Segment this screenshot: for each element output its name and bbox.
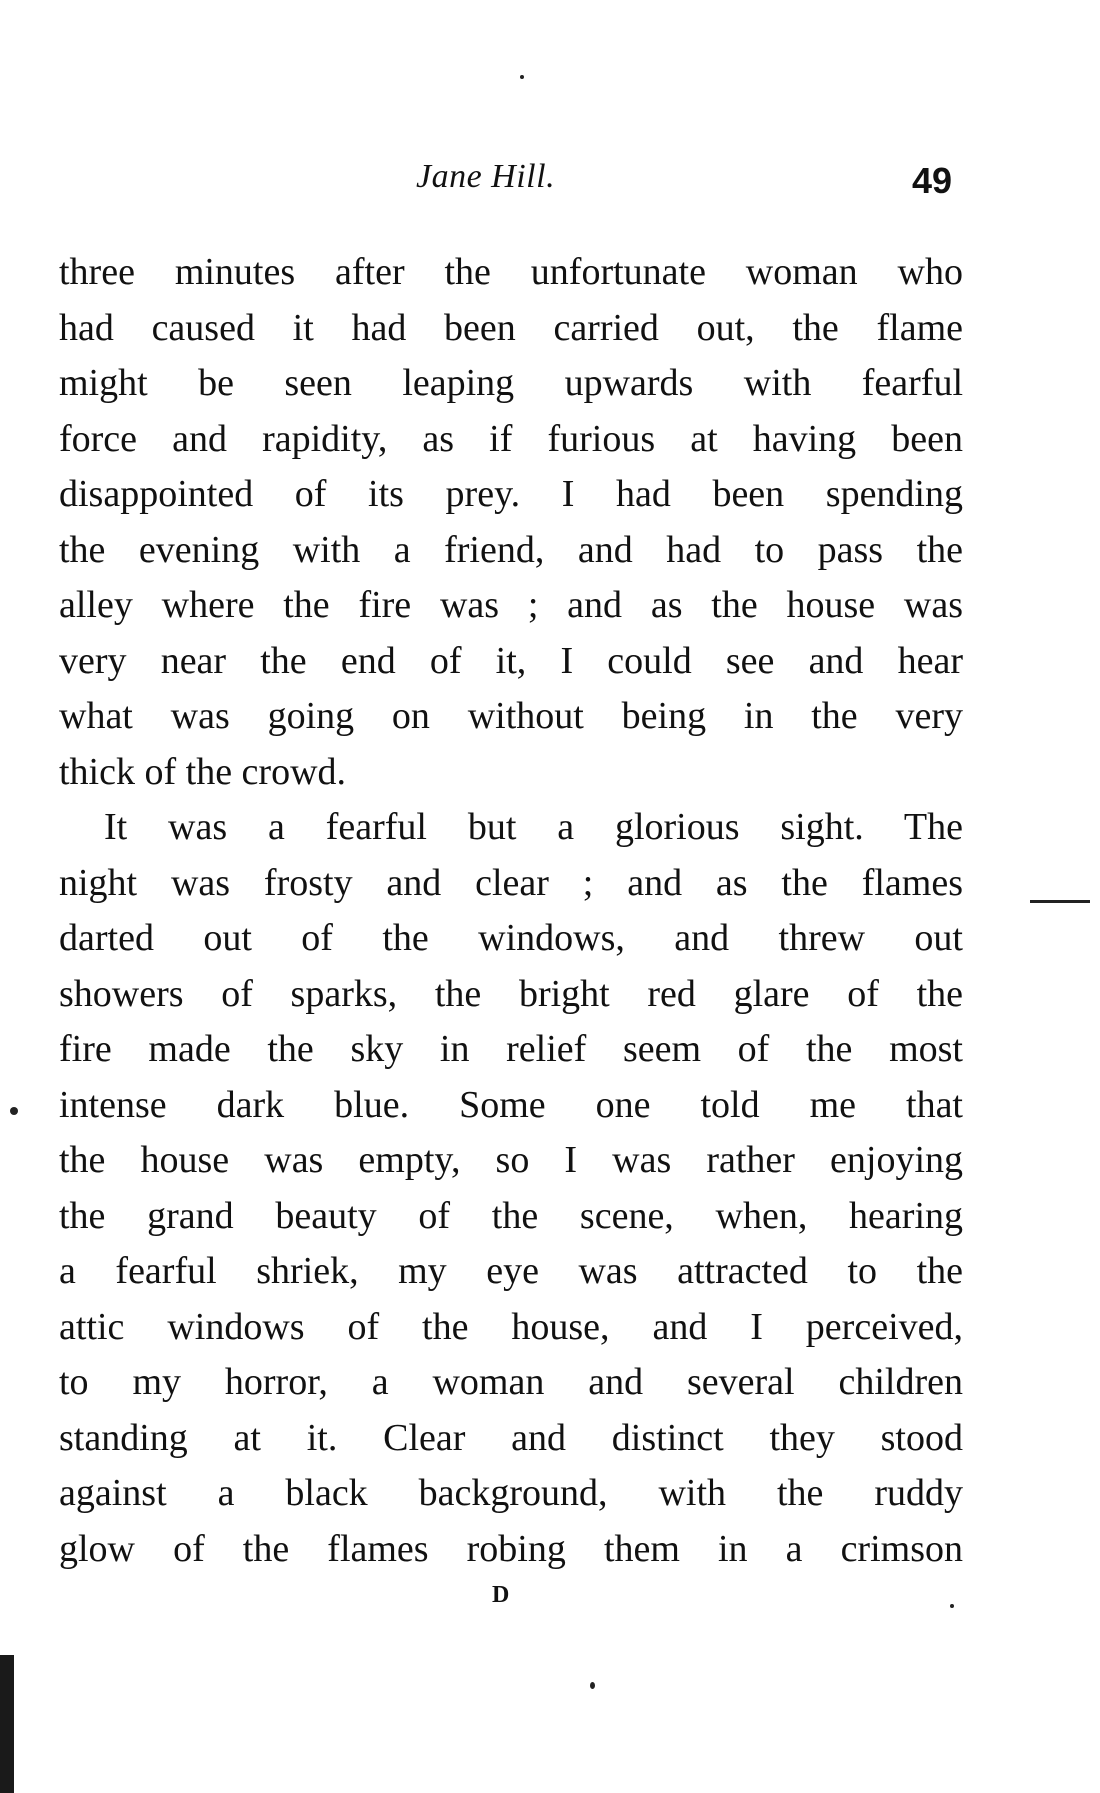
scan-speck [520, 75, 524, 79]
text-line: three minutes after the unfortunate woman who [59, 251, 963, 293]
text-line: had caused it had been carried out, the flame [59, 306, 963, 349]
text-line: force and rapidity, as if furious at having been [59, 417, 963, 460]
scan-speck [10, 1107, 18, 1115]
margin-mark [1030, 900, 1090, 903]
binding-edge [0, 1655, 14, 1793]
text-line: a fearful shriek, my eye was attracted to the [59, 1250, 963, 1292]
text-line: the house was empty, so I was rather enjoying [59, 1139, 963, 1181]
text-line: glow of the flames robing them in a crimson [59, 1527, 963, 1570]
page-number: 49 [912, 160, 953, 201]
text-line: to my horror, a woman and several children [59, 1361, 963, 1403]
text-line: the evening with a friend, and had to pass the [59, 528, 963, 571]
text-line: showers of sparks, the bright red glare of the [59, 972, 963, 1015]
scan-speck [950, 1604, 954, 1608]
text-line: night was frosty and clear ; and as the flames [59, 861, 963, 904]
running-head [0, 158, 1100, 208]
body-text [59, 245, 963, 1577]
scan-speck [590, 1682, 595, 1689]
text-line: what was going on without being in the very [59, 695, 963, 737]
text-line: alley where the fire was ; and as the house was [59, 584, 963, 626]
text-line: standing at it. Clear and distinct they stood [59, 1416, 963, 1459]
text-line: thick of the crowd. [59, 750, 347, 793]
text-line: darted out of the windows, and threw out [59, 917, 963, 959]
signature-mark: D [492, 1582, 510, 1608]
text-line: intense dark blue. Some one told me that [59, 1083, 963, 1126]
text-line: very near the end of it, I could see and hear [59, 639, 963, 682]
text-line: might be seen leaping upwards with fearful [59, 362, 963, 404]
text-line: disappointed of its prey. I had been spending [59, 473, 963, 515]
text-line: attic windows of the house, and I perceived, [59, 1305, 963, 1348]
text-line: against a black background, with the ruddy [59, 1472, 963, 1514]
text-line: fire made the sky in relief seem of the most [59, 1028, 963, 1070]
text-line: the grand beauty of the scene, when, hearing [59, 1194, 963, 1237]
running-head-title: Jane Hill. [416, 158, 556, 195]
text-line: It was a fearful but a glorious sight. The [104, 806, 963, 848]
